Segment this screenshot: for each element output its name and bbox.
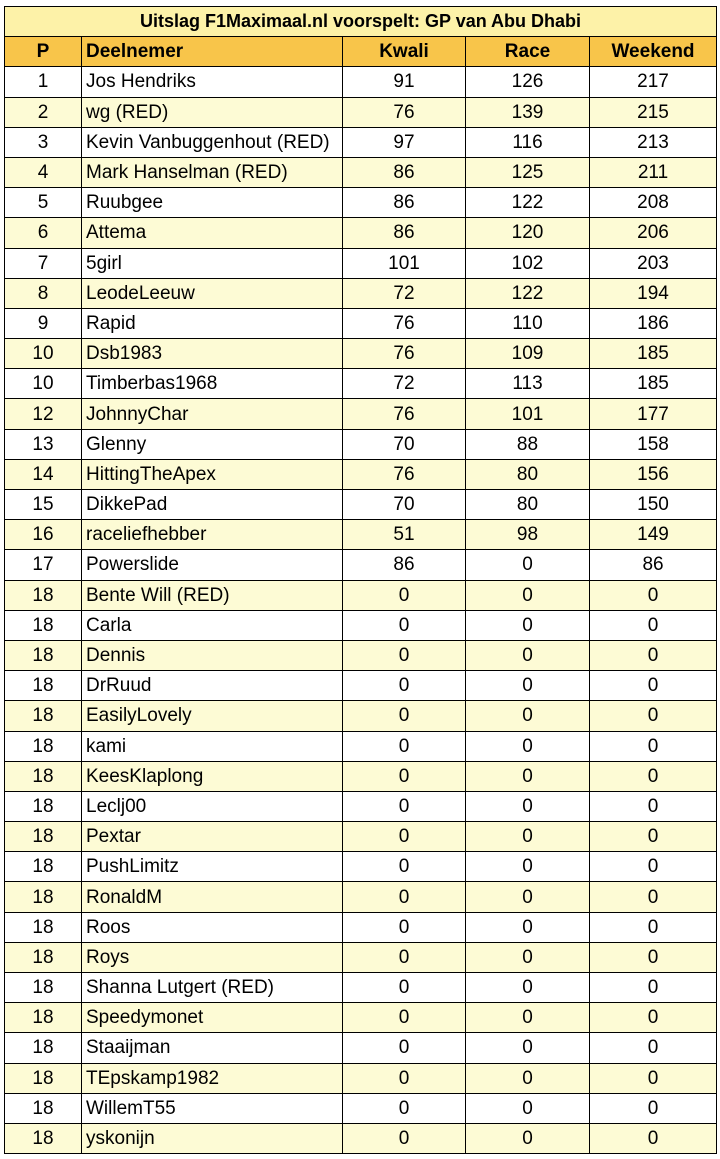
weekend-cell: 0 [590,1003,717,1033]
kwali-cell: 0 [343,1003,466,1033]
race-cell: 0 [466,671,590,701]
race-cell: 80 [466,490,590,520]
table-row [5,912,717,942]
participant-cell: wg (RED) [82,97,343,127]
weekend-cell: 203 [590,248,717,278]
position-cell: 1 [5,67,82,97]
position-cell: 15 [5,490,82,520]
kwali-cell: 86 [343,188,466,218]
participant-cell: Leclj00 [82,791,343,821]
race-cell: 126 [466,67,590,97]
participant-cell: Rapid [82,308,343,338]
kwali-cell: 0 [343,610,466,640]
weekend-cell: 0 [590,973,717,1003]
participant-cell: RonaldM [82,882,343,912]
race-cell: 0 [466,942,590,972]
race-cell: 0 [466,791,590,821]
position-cell: 9 [5,308,82,338]
participant-cell: Powerslide [82,550,343,580]
table-row [5,1123,717,1153]
kwali-cell: 0 [343,1093,466,1123]
kwali-cell: 0 [343,882,466,912]
position-cell: 5 [5,188,82,218]
table-row [5,188,717,218]
weekend-cell: 0 [590,701,717,731]
race-cell: 0 [466,1063,590,1093]
position-cell: 12 [5,399,82,429]
weekend-cell: 0 [590,1123,717,1153]
participant-cell: PushLimitz [82,852,343,882]
kwali-cell: 76 [343,339,466,369]
table-row [5,822,717,852]
kwali-cell: 76 [343,308,466,338]
table-row [5,308,717,338]
participant-cell: Dennis [82,640,343,670]
participant-cell: kami [82,731,343,761]
position-cell: 18 [5,852,82,882]
participant-cell: TEpskamp1982 [82,1063,343,1093]
position-cell: 18 [5,1033,82,1063]
position-cell: 4 [5,157,82,187]
position-cell: 18 [5,1003,82,1033]
header-kwali: Kwali [343,37,466,67]
participant-cell: Pextar [82,822,343,852]
participant-cell: LeodeLeeuw [82,278,343,308]
kwali-cell: 86 [343,218,466,248]
position-cell: 18 [5,1123,82,1153]
weekend-cell: 0 [590,671,717,701]
race-cell: 0 [466,731,590,761]
participant-cell: Roys [82,942,343,972]
participant-cell: KeesKlaplong [82,761,343,791]
kwali-cell: 70 [343,429,466,459]
race-cell: 122 [466,188,590,218]
participant-cell: yskonijn [82,1123,343,1153]
weekend-cell: 211 [590,157,717,187]
participant-cell: Roos [82,912,343,942]
race-cell: 113 [466,369,590,399]
position-cell: 16 [5,520,82,550]
table-row [5,67,717,97]
results-body [5,67,717,1154]
participant-cell: Mark Hanselman (RED) [82,157,343,187]
participant-cell: Shanna Lutgert (RED) [82,973,343,1003]
kwali-cell: 76 [343,97,466,127]
position-cell: 2 [5,97,82,127]
table-row [5,761,717,791]
table-row [5,339,717,369]
table-row [5,942,717,972]
kwali-cell: 0 [343,761,466,791]
race-cell: 122 [466,278,590,308]
kwali-cell: 0 [343,1063,466,1093]
participant-cell: Dsb1983 [82,339,343,369]
race-cell: 0 [466,912,590,942]
race-cell: 120 [466,218,590,248]
position-cell: 18 [5,1063,82,1093]
position-cell: 18 [5,942,82,972]
race-cell: 101 [466,399,590,429]
table-row [5,550,717,580]
position-cell: 18 [5,701,82,731]
weekend-cell: 213 [590,127,717,157]
kwali-cell: 0 [343,852,466,882]
race-cell: 0 [466,882,590,912]
weekend-cell: 194 [590,278,717,308]
participant-cell: WillemT55 [82,1093,343,1123]
participant-cell: Jos Hendriks [82,67,343,97]
table-row [5,1003,717,1033]
kwali-cell: 72 [343,369,466,399]
kwali-cell: 72 [343,278,466,308]
position-cell: 7 [5,248,82,278]
race-cell: 0 [466,761,590,791]
race-cell: 102 [466,248,590,278]
weekend-cell: 0 [590,912,717,942]
race-cell: 116 [466,127,590,157]
table-row [5,399,717,429]
kwali-cell: 0 [343,942,466,972]
position-cell: 18 [5,973,82,1003]
table-row [5,1093,717,1123]
race-cell: 0 [466,1003,590,1033]
weekend-cell: 0 [590,761,717,791]
position-cell: 18 [5,791,82,821]
kwali-cell: 101 [343,248,466,278]
participant-cell: Carla [82,610,343,640]
weekend-cell: 217 [590,67,717,97]
position-cell: 18 [5,731,82,761]
race-cell: 110 [466,308,590,338]
race-cell: 0 [466,822,590,852]
participant-cell: raceliefhebber [82,520,343,550]
table-row [5,610,717,640]
header-position: P [5,37,82,67]
weekend-cell: 185 [590,339,717,369]
results-table [4,6,717,1154]
race-cell: 139 [466,97,590,127]
kwali-cell: 70 [343,490,466,520]
race-cell: 0 [466,550,590,580]
participant-cell: Speedymonet [82,1003,343,1033]
kwali-cell: 0 [343,640,466,670]
table-row [5,731,717,761]
race-cell: 88 [466,429,590,459]
participant-cell: 5girl [82,248,343,278]
race-cell: 0 [466,701,590,731]
kwali-cell: 0 [343,671,466,701]
weekend-cell: 0 [590,822,717,852]
position-cell: 18 [5,580,82,610]
weekend-cell: 186 [590,308,717,338]
table-row [5,852,717,882]
position-cell: 8 [5,278,82,308]
weekend-cell: 0 [590,942,717,972]
weekend-cell: 215 [590,97,717,127]
table-row [5,671,717,701]
position-cell: 18 [5,822,82,852]
position-cell: 18 [5,761,82,791]
participant-cell: JohnnyChar [82,399,343,429]
participant-cell: DrRuud [82,671,343,701]
participant-cell: EasilyLovely [82,701,343,731]
participant-cell: Attema [82,218,343,248]
position-cell: 18 [5,671,82,701]
participant-cell: DikkePad [82,490,343,520]
header-row [5,37,717,67]
participant-cell: Staaijman [82,1033,343,1063]
table-row [5,248,717,278]
position-cell: 18 [5,610,82,640]
race-cell: 0 [466,1123,590,1153]
kwali-cell: 0 [343,1123,466,1153]
race-cell: 0 [466,973,590,1003]
kwali-cell: 86 [343,550,466,580]
position-cell: 17 [5,550,82,580]
race-cell: 0 [466,640,590,670]
participant-cell: Glenny [82,429,343,459]
header-weekend: Weekend [590,37,717,67]
title-row [5,7,717,37]
weekend-cell: 150 [590,490,717,520]
weekend-cell: 185 [590,369,717,399]
table-row [5,580,717,610]
table-row [5,459,717,489]
position-cell: 18 [5,882,82,912]
kwali-cell: 0 [343,791,466,821]
participant-cell: Kevin Vanbuggenhout (RED) [82,127,343,157]
weekend-cell: 0 [590,1093,717,1123]
position-cell: 10 [5,369,82,399]
weekend-cell: 0 [590,882,717,912]
kwali-cell: 0 [343,580,466,610]
weekend-cell: 0 [590,1063,717,1093]
position-cell: 10 [5,339,82,369]
table-row [5,97,717,127]
weekend-cell: 149 [590,520,717,550]
kwali-cell: 97 [343,127,466,157]
weekend-cell: 158 [590,429,717,459]
table-row [5,1033,717,1063]
table-row [5,218,717,248]
table-row [5,791,717,821]
participant-cell: HittingTheApex [82,459,343,489]
race-cell: 0 [466,1093,590,1123]
kwali-cell: 51 [343,520,466,550]
position-cell: 13 [5,429,82,459]
table-row [5,520,717,550]
race-cell: 0 [466,580,590,610]
table-row [5,490,717,520]
weekend-cell: 206 [590,218,717,248]
kwali-cell: 0 [343,731,466,761]
weekend-cell: 208 [590,188,717,218]
race-cell: 0 [466,610,590,640]
header-participant: Deelnemer [82,37,343,67]
race-cell: 80 [466,459,590,489]
participant-cell: Timberbas1968 [82,369,343,399]
table-row [5,640,717,670]
participant-cell: Bente Will (RED) [82,580,343,610]
race-cell: 98 [466,520,590,550]
kwali-cell: 0 [343,973,466,1003]
table-row [5,127,717,157]
header-race: Race [466,37,590,67]
kwali-cell: 0 [343,701,466,731]
race-cell: 0 [466,1033,590,1063]
kwali-cell: 91 [343,67,466,97]
race-cell: 125 [466,157,590,187]
position-cell: 6 [5,218,82,248]
kwali-cell: 0 [343,1033,466,1063]
position-cell: 18 [5,640,82,670]
race-cell: 0 [466,852,590,882]
weekend-cell: 156 [590,459,717,489]
table-row [5,369,717,399]
kwali-cell: 0 [343,822,466,852]
weekend-cell: 86 [590,550,717,580]
kwali-cell: 76 [343,399,466,429]
kwali-cell: 86 [343,157,466,187]
weekend-cell: 0 [590,580,717,610]
table-row [5,1063,717,1093]
weekend-cell: 0 [590,852,717,882]
table-row [5,701,717,731]
kwali-cell: 0 [343,912,466,942]
position-cell: 18 [5,1093,82,1123]
weekend-cell: 177 [590,399,717,429]
kwali-cell: 76 [343,459,466,489]
table-row [5,157,717,187]
position-cell: 14 [5,459,82,489]
table-row [5,882,717,912]
weekend-cell: 0 [590,640,717,670]
table-row [5,973,717,1003]
weekend-cell: 0 [590,791,717,821]
weekend-cell: 0 [590,610,717,640]
table-title: Uitslag F1Maximaal.nl voorspelt: GP van Abu Dhabi [5,7,717,37]
weekend-cell: 0 [590,731,717,761]
position-cell: 18 [5,912,82,942]
participant-cell: Ruubgee [82,188,343,218]
weekend-cell: 0 [590,1033,717,1063]
race-cell: 109 [466,339,590,369]
table-row [5,429,717,459]
table-row [5,278,717,308]
position-cell: 3 [5,127,82,157]
